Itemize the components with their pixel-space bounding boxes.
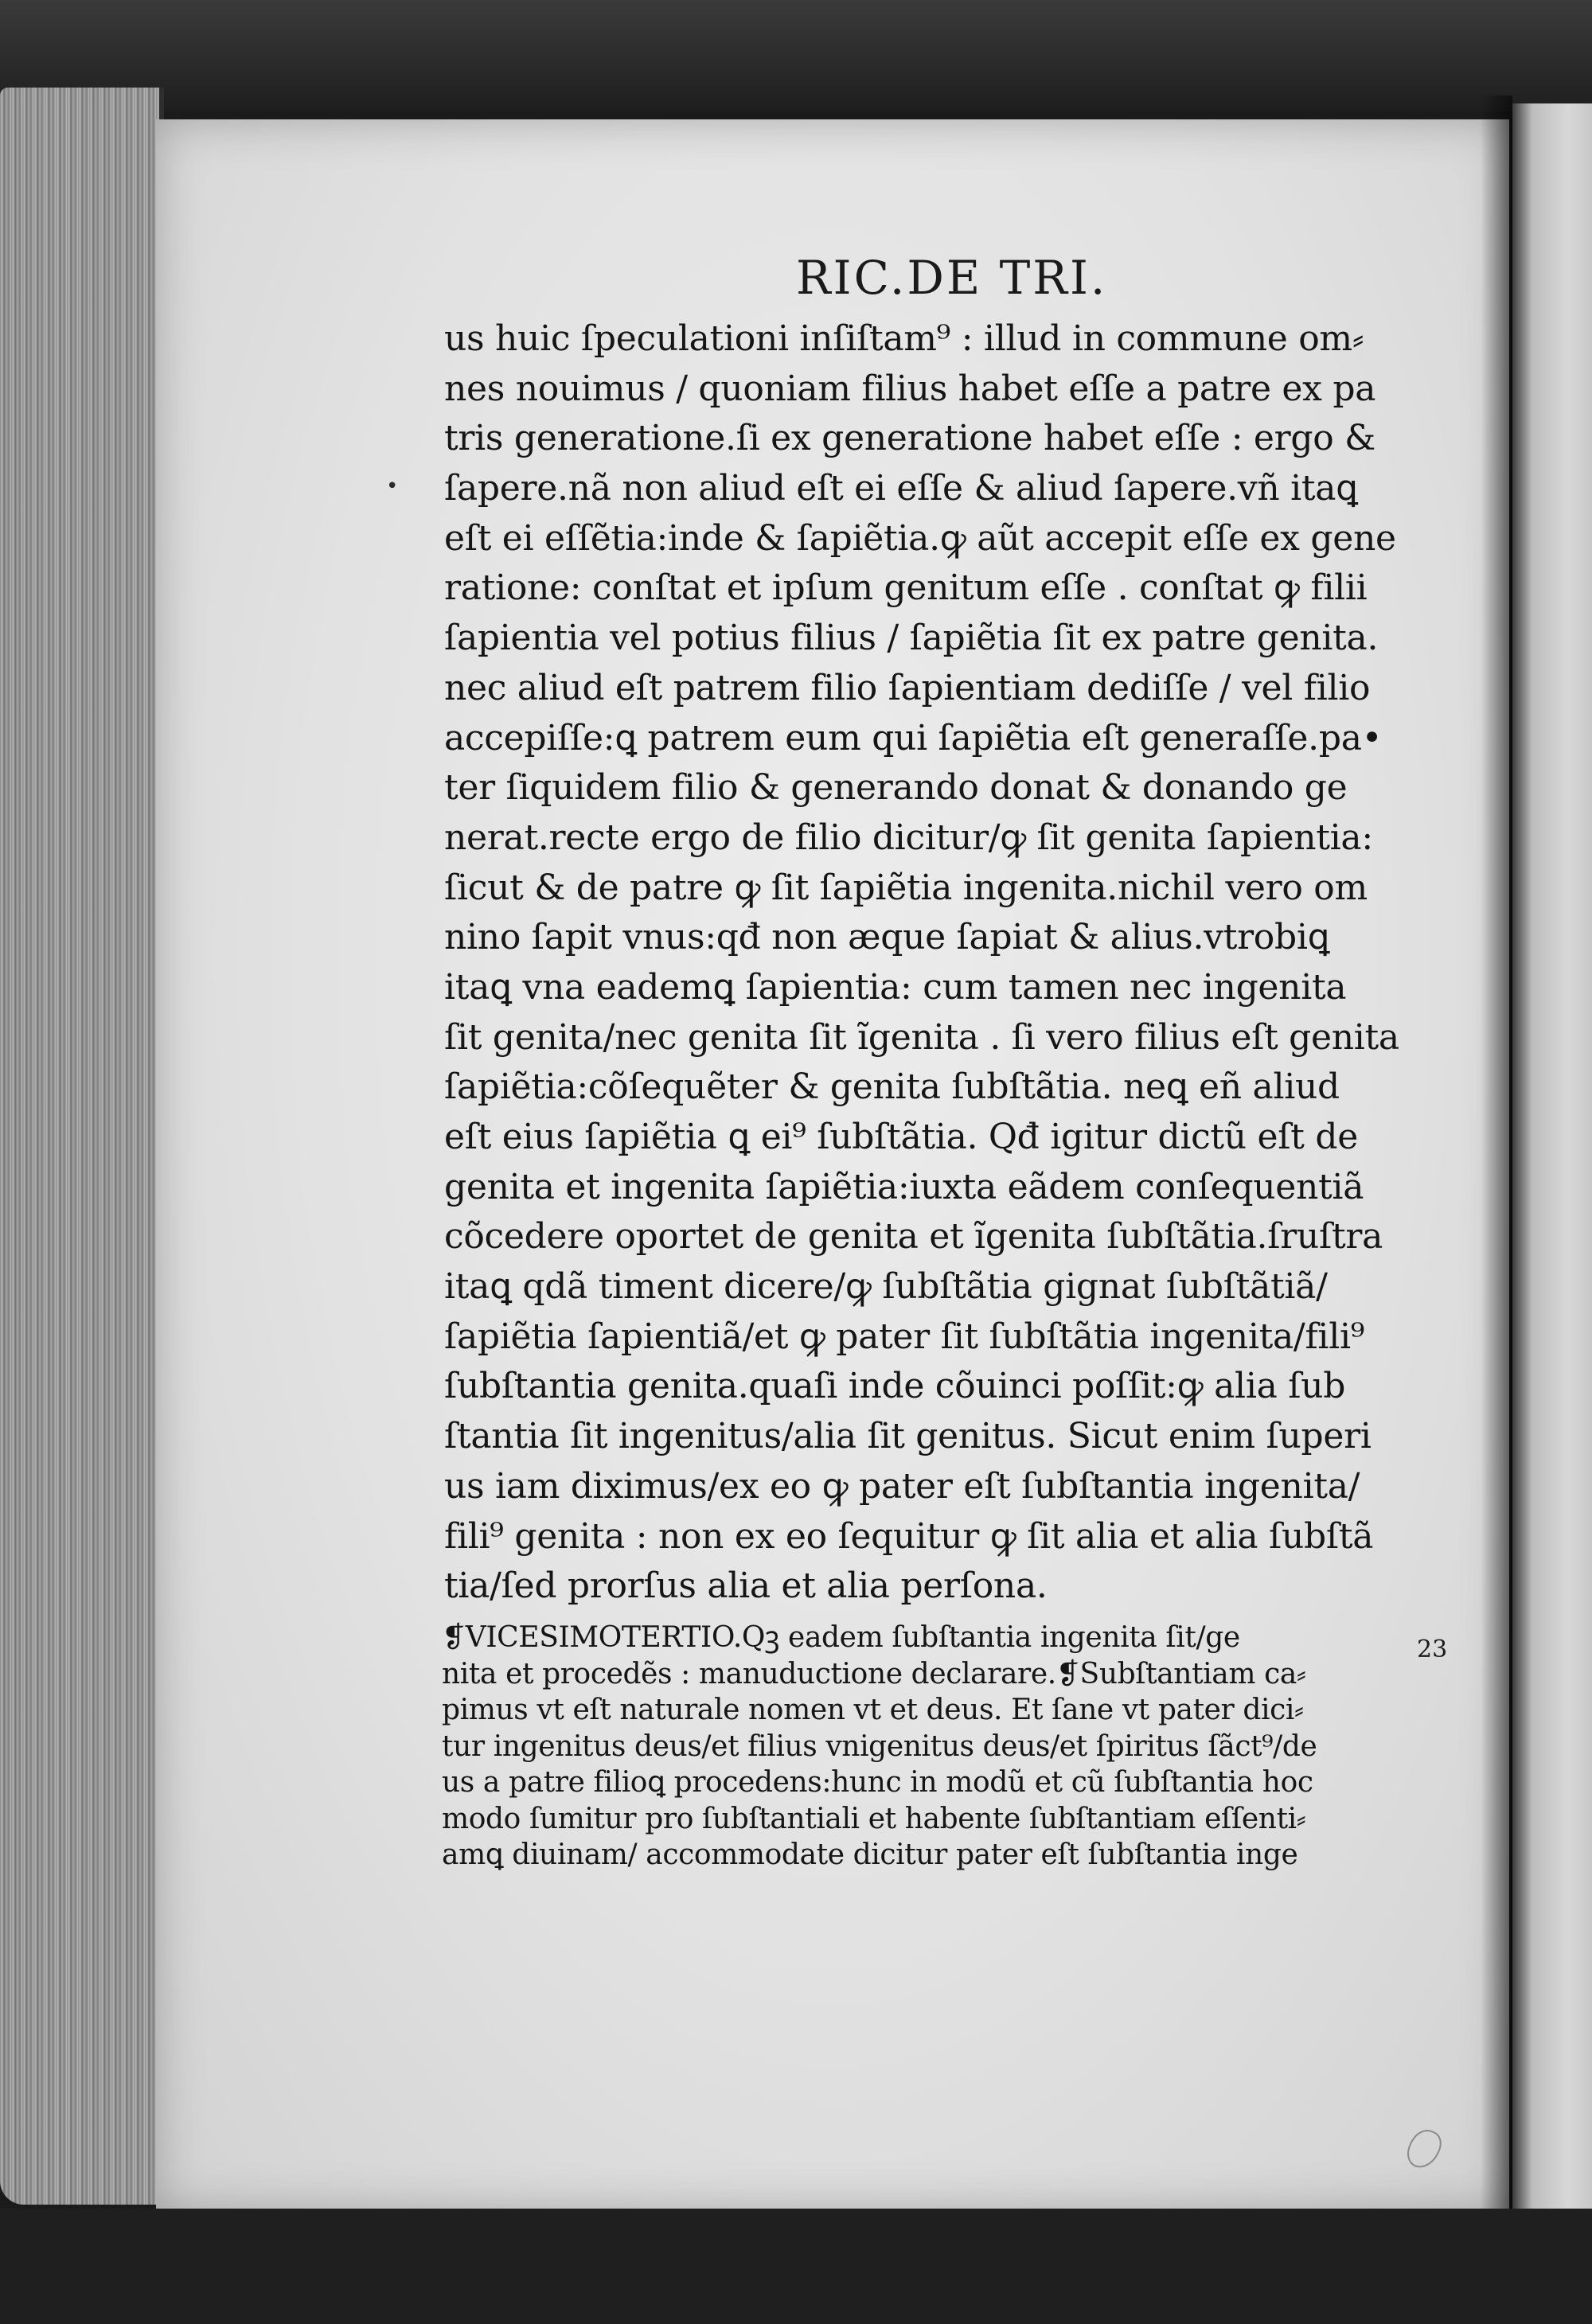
chapter-line: nita et procedẽs : manuductione declarare.❡Subſtantiam ca⸗ xyxy=(442,1657,1306,1690)
gutter-shadow xyxy=(1481,96,1512,2228)
marginal-mark: • xyxy=(386,474,399,498)
text-line: ſit genita/nec genita ſit ĩgenita . ſi vero filius eſt genita xyxy=(444,1016,1399,1058)
text-line: ſicut & de patre ꝙ ſit ſapiẽtia ingenita.nichil vero om xyxy=(444,867,1368,908)
running-head: RIC.DE TRI. xyxy=(796,251,1108,305)
text-line: us huic ſpeculationi inſiſtam⁹ : illud in commune om⸗ xyxy=(444,318,1364,359)
chapter-line: tur ingenitus deus/et filius vnigenitus deus/et ſpiritus ſãct⁹/de xyxy=(442,1729,1317,1763)
text-line: tris generatione.ſi ex generatione habet eſſe : ergo & xyxy=(444,418,1376,459)
page-edges-stack xyxy=(0,88,164,2205)
scanner-background-bottom xyxy=(0,2209,1592,2324)
text-line: ſtantia ſit ingenitus/alia ſit genitus. Sicut enim ſuperi xyxy=(444,1416,1372,1457)
text-line: nerat.recte ergo de filio dicitur/ꝙ ſit genita ſapientia: xyxy=(444,817,1373,858)
text-line: ſubſtantia genita.quaſi inde cõuinci poſſit:ꝙ alia ſub xyxy=(444,1366,1346,1407)
body-text-block xyxy=(444,314,1431,1612)
text-line: nino ſapit vnus:qđ non æque ſapiat & alius.vtrobiꝗ xyxy=(444,917,1330,958)
text-line: genita et ingenita ſapiẽtia:iuxta eãdem conſequentiã xyxy=(444,1166,1364,1207)
text-line: cõcedere oportet de genita et ĩgenita ſubſtãtia.ſruſtra xyxy=(444,1216,1383,1258)
text-line: itaꝗ vna eademꝗ ſapientia: cum tamen nec ingenita xyxy=(444,966,1347,1008)
text-line: itaꝗ qdã timent dicere/ꝙ ſubſtãtia gignat ſubſtãtiã/ xyxy=(444,1266,1328,1308)
chapter-line: us a patre filioꝗ procedens:hunc in modũ et cũ ſubſtantia hoc xyxy=(442,1766,1313,1799)
text-line: tia/ſed prorſus alia et alia perſona. xyxy=(444,1566,1048,1607)
text-line: ſapiẽtia:cõſequẽter & genita ſubſtãtia. neꝗ eñ aliud xyxy=(444,1066,1340,1108)
chapter-heading-block xyxy=(442,1620,1453,1874)
text-line: ſapiẽtia ſapientiã/et ꝙ pater ſit ſubſtãtia ingenita/fili⁹ xyxy=(444,1316,1365,1357)
chapter-line: modo ſumitur pro ſubſtantiali et habente ſubſtantiam eſſenti⸗ xyxy=(442,1802,1306,1835)
text-line: ſapere.nã non aliud eſt ei eſſe & aliud ſapere.vñ itaꝗ xyxy=(444,468,1358,509)
text-line: us iam diximus/ex eo ꝙ pater eſt ſubſtantia ingenita/ xyxy=(444,1465,1360,1507)
text-line: eſt eius ſapiẽtia ꝗ ei⁹ ſubſtãtia. Qđ igitur dictũ eſt de xyxy=(444,1117,1358,1157)
text-line: ſapientia vel potius filius / ſapiẽtia ſit ex patre genita. xyxy=(444,618,1379,659)
text-line: accepiſſe:ꝗ patrem eum qui ſapiẽtia eſt generaſſe.pa• xyxy=(444,717,1383,758)
text-line: ratione: conſtat et ipſum genitum eſſe . conſtat ꝙ filii xyxy=(444,567,1368,609)
text-line: eſt ei eſſẽtia:inde & ſapiẽtia.ꝙ aũt accepit eſſe ex gene xyxy=(444,517,1396,559)
chapter-line: pimus vt eſt naturale nomen vt et deus. Et ſane vt pater dici⸗ xyxy=(442,1694,1304,1726)
chapter-line: ❡VICESIMOTERTIO.Qꝫ eadem ſubſtantia ingenita ſit/ge xyxy=(442,1621,1240,1654)
text-line: ter ſiquidem filio & generando donat & donando ge xyxy=(444,767,1348,809)
folio-number: 23 xyxy=(1417,1636,1448,1663)
scanner-background-top xyxy=(0,0,1592,111)
text-line: nes nouimus / quoniam filius habet eſſe a patre ex pa xyxy=(444,368,1376,409)
chapter-line: amꝗ diuinam/ accommodate dicitur pater eſt ſubſtantia inge xyxy=(442,1839,1298,1871)
text-line: fili⁹ genita : non ex eo ſequitur ꝙ ſit alia et alia ſubſtã xyxy=(444,1515,1374,1557)
text-line: nec aliud eſt patrem filio ſapientiam dediſſe / vel filio xyxy=(444,667,1371,708)
facing-page-edge xyxy=(1512,103,1592,2236)
